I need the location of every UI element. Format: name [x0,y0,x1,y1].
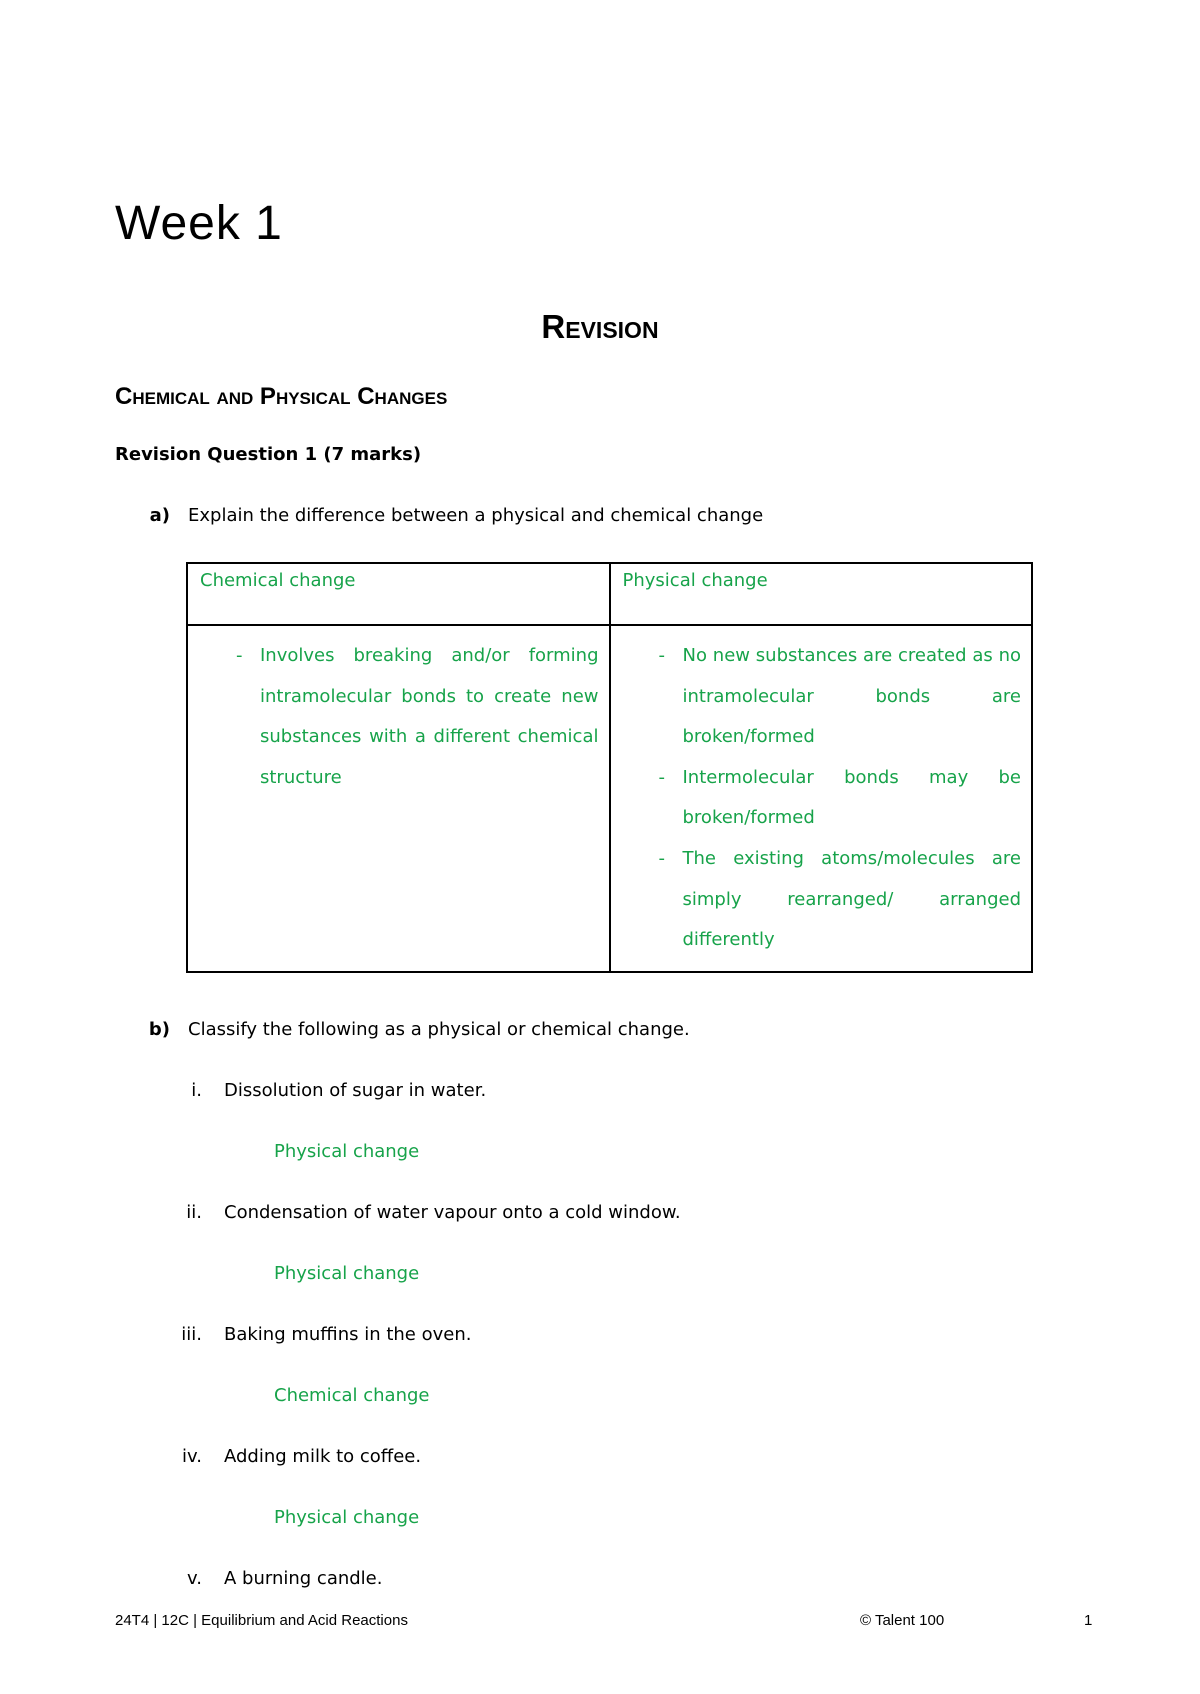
table-header-cell [610,563,1033,625]
bullet-dash: - [236,645,243,666]
bullet-dash: - [658,645,665,666]
list-item [0,1446,1200,1470]
chemical-change-cell [187,625,610,972]
physical-points-list [611,626,1032,971]
item-label: ii. [186,1202,202,1223]
list-item [200,636,599,798]
section-title: Revision [541,308,659,345]
item-answer: Physical change [274,1263,420,1284]
part-a [0,505,1200,529]
chemical-point-text: Involves breaking and/or forming intramolecular bonds to create new substances with a different chemical structure [260,645,599,788]
physical-change-cell [610,625,1033,972]
chemical-points-list [188,626,609,808]
part-b [0,1019,1200,1043]
comparison-table [186,562,1033,973]
part-b-text: Classify the following as a physical or chemical change. [188,1019,690,1040]
part-a-label: a) [149,505,170,526]
item-text: Adding milk to coffee. [224,1446,422,1467]
question-heading: Revision Question 1 (7 marks) [115,444,422,465]
footer-course: 24T4 | 12C | Equilibrium and Acid Reactions [115,1612,408,1629]
page-number: 1 [1084,1612,1093,1629]
list-item [0,1324,1200,1348]
item-answer: Chemical change [274,1385,430,1406]
item-text: Dissolution of sugar in water. [224,1080,487,1101]
part-b-label: b) [148,1019,170,1040]
header-physical-change: Physical change [622,570,768,591]
table-header-cell [187,563,610,625]
list-item [623,636,1022,758]
list-item [623,758,1022,839]
part-a-text: Explain the difference between a physical and chemical change [188,505,764,526]
item-label: iv. [182,1446,202,1467]
item-answer: Physical change [274,1141,420,1162]
subsection-title: Chemical and Physical Changes [115,383,448,410]
item-text: Baking muffins in the oven. [224,1324,472,1345]
bullet-dash: - [658,847,665,869]
physical-point-text: The existing atoms/molecules are simply rearranged/ arranged differently [682,847,1021,951]
table-body-row [187,625,1032,972]
item-answer: Physical change [274,1507,420,1528]
item-label: i. [191,1080,202,1101]
item-text: Condensation of water vapour onto a cold window. [224,1202,681,1223]
list-item [0,1080,1200,1104]
list-item [0,1202,1200,1226]
physical-point-text: Intermolecular bonds may be broken/formed [682,766,1021,829]
list-item [623,839,1022,961]
header-chemical-change: Chemical change [200,570,356,591]
footer-copyright: © Talent 100 [860,1612,945,1629]
physical-point-text: No new substances are created as no intramolecular bonds are broken/formed [682,645,1021,748]
table-header-row [187,563,1032,625]
list-item [0,1568,1200,1592]
week-title: Week 1 [115,197,283,250]
item-text: A burning candle. [224,1568,383,1589]
item-label: v. [187,1568,202,1589]
bullet-dash: - [658,766,665,788]
item-label: iii. [181,1324,202,1345]
